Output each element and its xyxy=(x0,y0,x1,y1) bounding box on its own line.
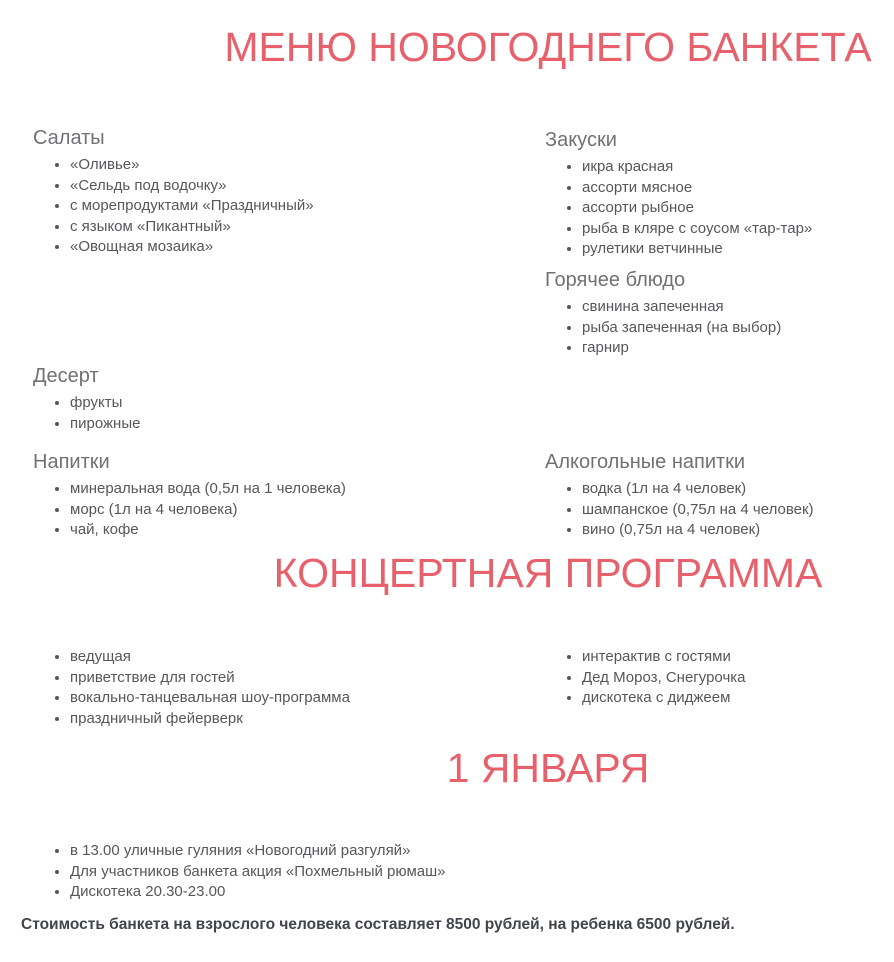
list-item: • интерактив с гостями xyxy=(582,647,746,668)
list-item: • гарнир xyxy=(582,338,781,359)
list-item: • Дискотека 20.30-23.00 xyxy=(70,882,446,903)
list-item: • ассорти рыбное xyxy=(582,198,812,219)
list-item: • Дед Мороз, Снегурочка xyxy=(582,668,746,689)
list-item: • дискотека с диджеем xyxy=(582,688,746,709)
concert-program-title: КОНЦЕРТНАЯ ПРОГРАММА xyxy=(273,550,823,596)
list-item: • приветствие для гостей xyxy=(70,668,350,689)
section-title-drinks: Напитки xyxy=(33,451,110,473)
list-item: • рыба в кляре с соусом «тар-тар» xyxy=(582,219,812,240)
price-note: Стоимость банкета на взрослого человека составляет 8500 рублей, на ребенка 6500 рублей. xyxy=(21,916,735,933)
section-title-alcohol: Алкогольные напитки xyxy=(545,451,746,473)
list-item: • минеральная вода (0,5л на 1 человека) xyxy=(70,479,346,500)
salads-list xyxy=(33,155,314,258)
list-item: • вино (0,75л на 4 человек) xyxy=(582,520,814,541)
list-item: • фрукты xyxy=(70,393,140,414)
january-list xyxy=(33,841,446,903)
dessert-list xyxy=(33,393,140,434)
list-item: • с морепродуктами «Праздничный» xyxy=(70,196,314,217)
list-item: • рулетики ветчинные xyxy=(582,239,812,260)
list-item: • «Сельдь под водочку» xyxy=(70,176,314,197)
drinks-list xyxy=(33,479,346,541)
list-item: • шампанское (0,75л на 4 человек) xyxy=(582,500,814,521)
list-item: • ассорти мясное xyxy=(582,178,812,199)
appetizers-list xyxy=(545,157,812,260)
list-item: • пирожные xyxy=(70,414,140,435)
january-first-title: 1 ЯНВАРЯ xyxy=(446,745,650,791)
section-title-dessert: Десерт xyxy=(33,365,99,387)
list-item: • в 13.00 уличные гуляния «Новогодний разгуляй» xyxy=(70,841,446,862)
list-item: • вокально-танцевальная шоу-программа xyxy=(70,688,350,709)
hot-dish-list xyxy=(545,297,781,359)
list-item: • икра красная xyxy=(582,157,812,178)
list-item: • водка (1л на 4 человек) xyxy=(582,479,814,500)
list-item: • с языком «Пикантный» xyxy=(70,217,314,238)
list-item: • «Оливье» xyxy=(70,155,314,176)
list-item: • «Овощная мозаика» xyxy=(70,237,314,258)
list-item: • рыба запеченная (на выбор) xyxy=(582,318,781,339)
list-item: • чай, кофе xyxy=(70,520,346,541)
section-title-salads: Салаты xyxy=(33,127,105,149)
section-title-appetizers: Закуски xyxy=(545,129,617,151)
page-title: МЕНЮ НОВОГОДНЕГО БАНКЕТА xyxy=(224,24,872,70)
concert-left-list xyxy=(33,647,350,729)
section-title-hot-dish: Горячее блюдо xyxy=(545,269,686,291)
list-item: • праздничный фейерверк xyxy=(70,709,350,730)
list-item: • свинина запеченная xyxy=(582,297,781,318)
list-item: • морс (1л на 4 человека) xyxy=(70,500,346,521)
alcohol-list xyxy=(545,479,814,541)
concert-right-list xyxy=(545,647,746,709)
list-item: • ведущая xyxy=(70,647,350,668)
list-item: • Для участников банкета акция «Похмельный рюмаш» xyxy=(70,862,446,883)
